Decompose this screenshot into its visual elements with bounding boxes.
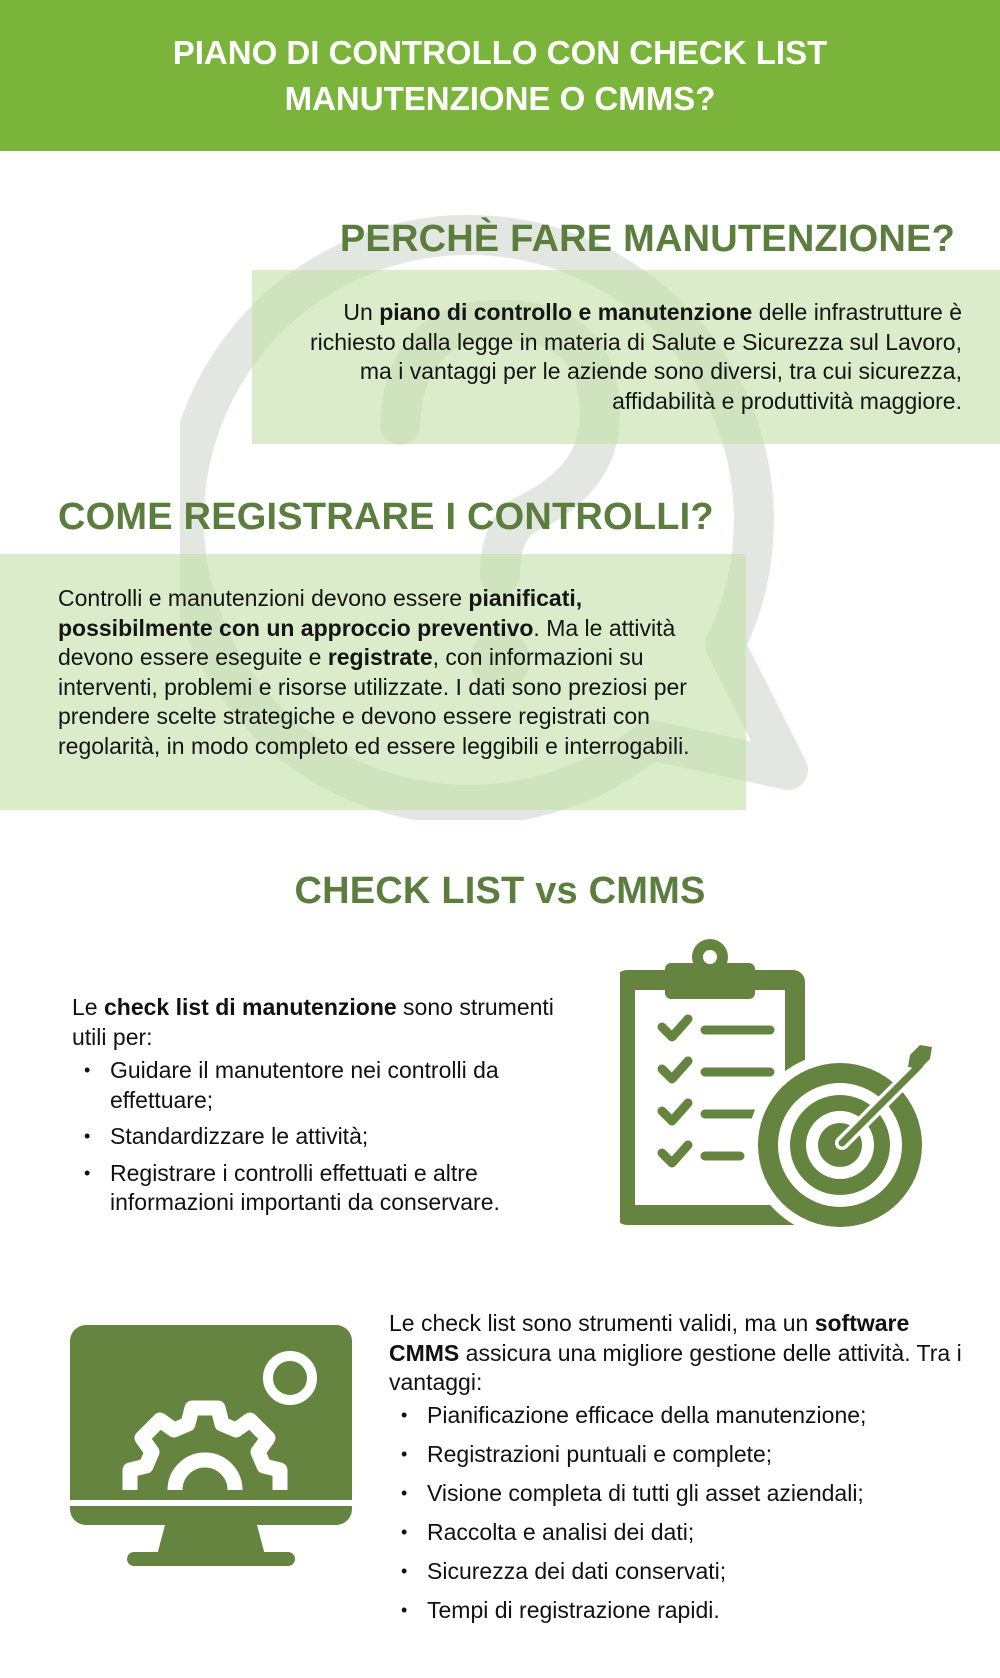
checklist-intro bbox=[72, 993, 572, 1052]
list-item: • Guidare il manutentore nei controlli da effettuare; bbox=[72, 1056, 592, 1115]
list-item: • Standardizzare le attività; bbox=[72, 1122, 592, 1152]
cmms-intro-text-2: assicura una migliore gestione delle attività. Tra i vantaggi: bbox=[389, 1339, 962, 1395]
clipboard-target-icon bbox=[620, 935, 935, 1235]
how-text-3: , con informazioni su interventi, problemi e risorse utilizzate. I dati sono preziosi per prendere scelte strategiche e devono essere registrati con regolarità, in modo completo ed essere leggibili e interrogabili. bbox=[58, 644, 690, 759]
list-item: • Visione completa di tutti gli asset aziendali; bbox=[389, 1479, 979, 1509]
cmms-intro-bold: software CMMS bbox=[389, 1310, 910, 1366]
list-item: • Raccolta e analisi dei dati; bbox=[389, 1518, 979, 1548]
heading-checklist-vs-cmms: CHECK LIST vs CMMS bbox=[294, 870, 706, 912]
checklist-intro-text-1: Le bbox=[72, 994, 104, 1020]
checklist-benefits-list bbox=[72, 1056, 592, 1225]
cmms-intro bbox=[389, 1309, 969, 1398]
list-item: • Pianificazione efficace della manutenzione; bbox=[389, 1401, 979, 1431]
list-item: • Sicurezza dei dati conservati; bbox=[389, 1557, 979, 1587]
cmms-intro-text-1: Le check list sono strumenti validi, ma un bbox=[389, 1310, 815, 1336]
list-item: • Registrazioni puntuali e complete; bbox=[389, 1440, 979, 1470]
why-text-1: Un bbox=[343, 299, 380, 325]
why-text-2: delle infrastrutture è richiesto dalla legge in materia di Salute e Sicurezza sul Lavoro, ma i vantaggi per le aziende sono diversi, tra cui sicurezza, affidabilità e produttività maggiore. bbox=[309, 299, 962, 414]
why-bold-1: piano di controllo e manutenzione bbox=[379, 299, 753, 325]
list-item: • Registrare i controlli effettuati e altre informazioni importanti da conservare. bbox=[72, 1159, 592, 1218]
heading-how-register: COME REGISTRARE I CONTROLLI? bbox=[58, 496, 714, 538]
why-paragraph bbox=[272, 298, 962, 416]
monitor-gear-icon bbox=[70, 1320, 355, 1590]
page-title-line-1: PIANO DI CONTROLLO CON CHECK LIST bbox=[172, 33, 828, 71]
checklist-intro-text-2: sono strumenti utili per: bbox=[72, 994, 554, 1050]
how-bold-2: registrate bbox=[327, 644, 433, 670]
heading-why-maintenance: PERCHÈ FARE MANUTENZIONE? bbox=[339, 218, 955, 260]
how-text-1: Controlli e manutenzioni devono essere bbox=[58, 585, 469, 611]
header-banner bbox=[0, 0, 1000, 151]
how-paragraph bbox=[58, 584, 708, 761]
cmms-benefits-list bbox=[389, 1401, 979, 1635]
checklist-intro-bold: check list di manutenzione bbox=[103, 994, 397, 1020]
how-bold-1: pianificati, possibilmente con un approccio preventivo bbox=[58, 585, 583, 641]
page-title-line-2: MANUTENZIONE O CMMS? bbox=[284, 79, 716, 117]
page-title bbox=[173, 30, 828, 122]
list-item: • Tempi di registrazione rapidi. bbox=[389, 1596, 979, 1626]
how-text-2: . Ma le attività devono essere eseguite e bbox=[58, 614, 676, 670]
